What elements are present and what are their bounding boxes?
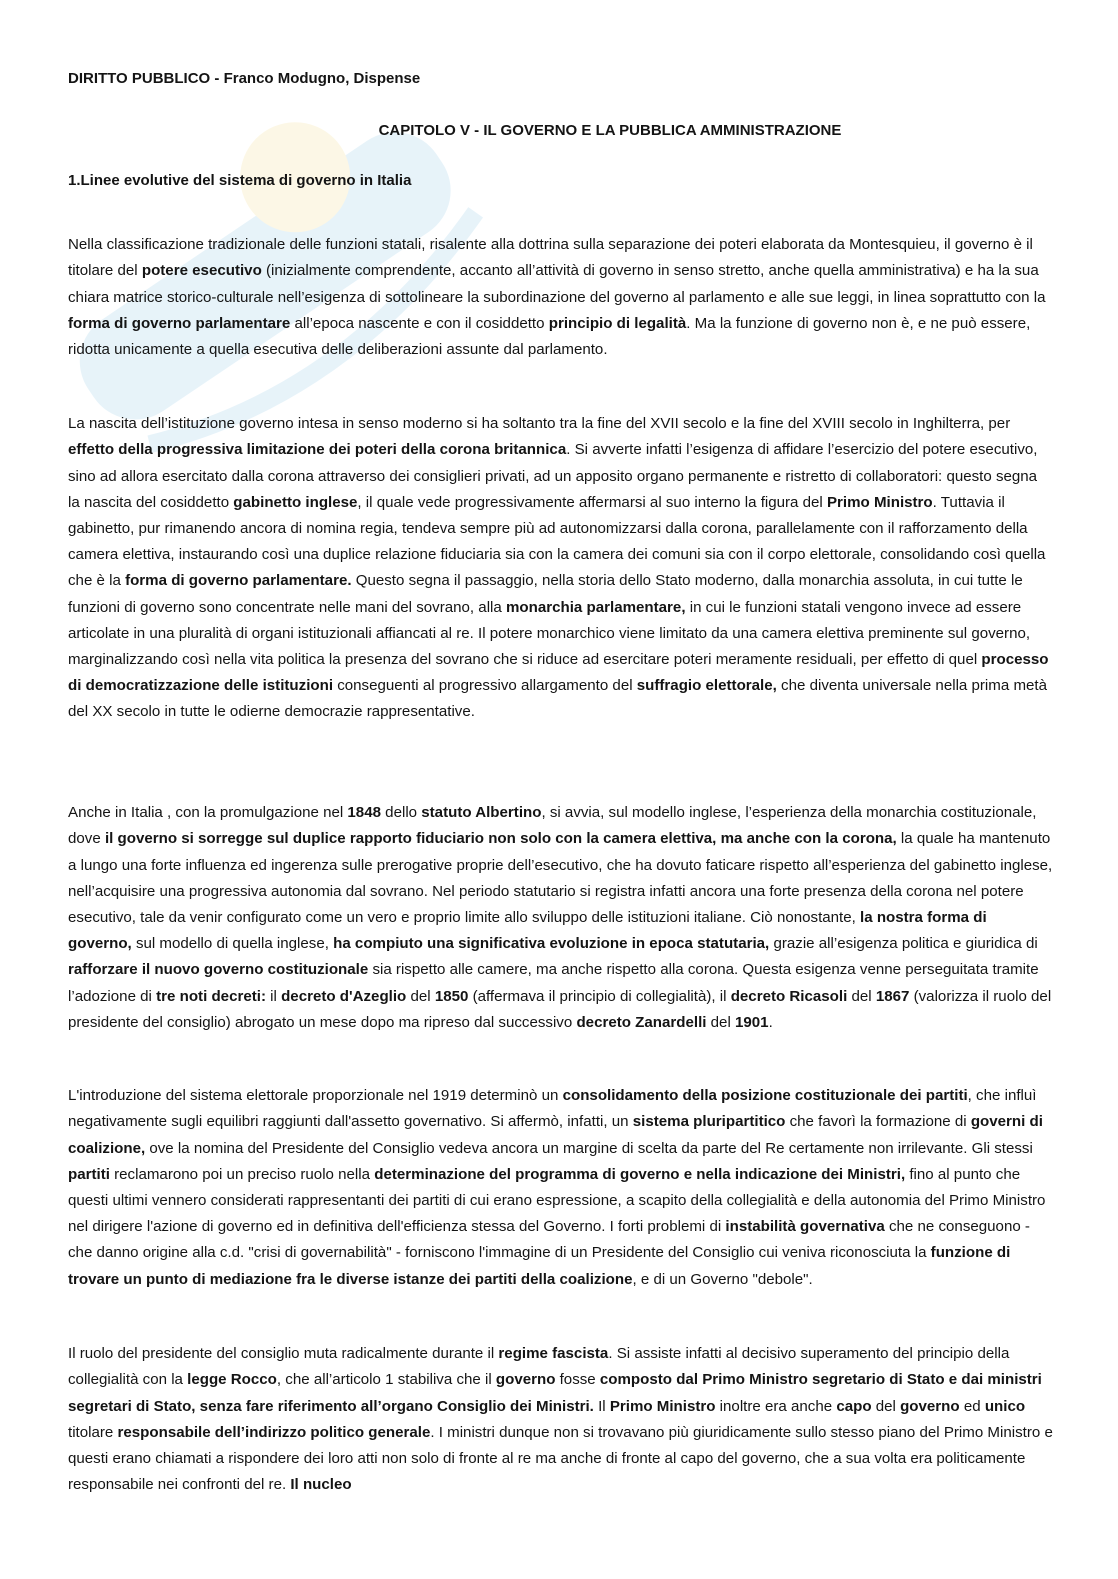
bold-text: 1850: [434, 987, 469, 1005]
paragraph: [68, 1341, 1053, 1498]
section-title: 1.Linee evolutive del sistema di governo in Italia: [68, 172, 412, 189]
text-run: grazie all’esigenza politica e giuridica di: [769, 935, 1038, 953]
text-run: , e di un Governo "debole".: [632, 1270, 813, 1288]
bold-text: 1901: [735, 1013, 769, 1031]
bold-text: Il nucleo: [290, 1476, 352, 1494]
text-run: in cui le funzioni statali vengono invece ad essere articolate in una pluralità di organi istituzionali affiancati al re. Il potere monarchico viene limitato da una camera elettiva preminente sul governo, marginalizzando così nella vita politica la presenza del sovrano che si riduce ad esercitare poteri meramente residuali, per effetto di quel: [68, 598, 1031, 668]
header-title-bold: DIRITTO PUBBLICO: [68, 70, 211, 87]
bold-text: Primo Ministro: [826, 493, 933, 511]
bold-text: composto dal Primo Ministro segretario di Stato e dai ministri segretari di Stato, senza fare riferimento all’organo Consiglio dei Ministri.: [68, 1371, 1042, 1415]
bold-text: statuto Albertino: [421, 804, 542, 822]
text-run: dello: [380, 804, 422, 822]
text-run: conseguenti al progressivo allargamento del: [333, 677, 637, 695]
chapter-title: CAPITOLO V - IL GOVERNO E LA PUBBLICA AMMINISTRAZIONE: [378, 122, 842, 139]
bold-text: Primo Ministro: [609, 1397, 716, 1415]
text-run: , che influì negativamente sugli equilibri raggiunti dall'assetto governativo. Si affermò, infatti, un: [68, 1087, 1037, 1131]
text-run: che ne conseguono - che danno origine alla c.d. "crisi di governabilità" - forniscono l'immagine di un Presidente del Consiglio cui veniva riconosciuta la: [68, 1218, 1030, 1262]
bold-text: 1848: [347, 804, 381, 822]
text-run: (valorizza il ruolo del presidente del consiglio) abrogato un mese dopo ma ripreso dal successivo: [68, 987, 1052, 1031]
text-run: del: [871, 1397, 901, 1415]
bold-text: determinazione del programma di governo e nella indicazione dei Ministri,: [374, 1165, 906, 1183]
bold-text: unico: [984, 1397, 1026, 1415]
bold-text: governo: [495, 1371, 556, 1389]
bold-text: capo: [836, 1397, 872, 1415]
bold-text: governo: [900, 1397, 960, 1415]
bold-text: potere esecutivo: [141, 262, 262, 280]
text-run: sul modello di quella inglese,: [131, 935, 334, 953]
bold-text: sistema pluripartitico: [632, 1113, 786, 1131]
text-run: che favorì la formazione di: [785, 1113, 971, 1131]
text-run: del: [406, 987, 435, 1005]
bold-text: monarchia parlamentare,: [506, 598, 686, 616]
bold-text: il governo si sorregge sul duplice rapporto fiduciario non solo con la camera elettiva, ma anche con la corona,: [104, 830, 897, 848]
bold-text: instabilità governativa: [725, 1218, 885, 1236]
text-run: inoltre era anche: [715, 1397, 837, 1415]
text-run: che diventa universale nella prima metà del XX secolo in tutte le odierne democrazie rappresentative.: [68, 677, 1047, 721]
header-title-rest: - Franco Modugno, Dispense: [210, 70, 421, 87]
bold-text: decreto Zanardelli: [576, 1013, 707, 1031]
bold-text: effetto della progressiva limitazione dei poteri della corona britannica: [68, 441, 567, 459]
text-run: .: [768, 1013, 773, 1031]
text-run: , il quale vede progressivamente affermarsi al suo interno la figura del: [357, 493, 827, 511]
document-header: [68, 70, 420, 87]
text-run: La nascita dell’istituzione governo intesa in senso moderno si ha soltanto tra la fine del XVII secolo e la fine del XVIII secolo in Inghilterra, per: [68, 415, 1011, 433]
text-run: fino al punto che questi ultimi vennero considerati rappresentanti dei partiti di cui erano espressione, a scapito della collegialità e della autonomia del Primo Ministro nel dirigere l'azione di governo ed in definitiva dell'efficienza stessa del Governo. I forti problemi di: [68, 1165, 1046, 1236]
text-run: fosse: [555, 1371, 600, 1389]
text-run: del: [706, 1013, 735, 1031]
bold-text: legge Rocco: [187, 1371, 277, 1389]
text-run: Nella classificazione tradizionale delle funzioni statali, risalente alla dottrina sulla separazione dei poteri elaborata da Montesquieu, il governo è il titolare del: [68, 236, 1033, 280]
text-run: all’epoca nascente e con il cosiddetto: [290, 314, 549, 332]
bold-text: principio di legalità: [548, 314, 687, 332]
bold-text: ha compiuto una significativa evoluzione in epoca statutaria,: [333, 935, 770, 953]
bold-text: governi di coalizione,: [68, 1113, 1043, 1157]
text-run: Il: [593, 1397, 610, 1415]
paragraph: [68, 1083, 1053, 1293]
bold-text: processo di democratizzazione delle istituzioni: [68, 650, 1049, 695]
bold-text: funzione di trovare un punto di mediazione fra le diverse istanze dei partiti della coalizione: [68, 1244, 1011, 1288]
text-run: ed: [959, 1397, 985, 1415]
text-run: . Tuttavia il gabinetto, pur rimanendo ancora di nomina regia, tendeva sempre più ad autonomizzarsi dalla corona, parallelamente con il rafforzamento della camera elettiva, instaurando così una duplice relazione fiduciaria sia con la camera dei comuni sia con il corpo elettorale, consolidando così quella che è la: [68, 493, 1046, 590]
text-run: reclamarono poi un preciso ruolo nella: [109, 1165, 375, 1183]
text-run: Il ruolo del presidente del consiglio muta radicalmente durante il: [68, 1345, 499, 1363]
bold-text: 1867: [875, 987, 910, 1005]
text-run: del: [847, 987, 876, 1005]
bold-text: decreto d'Azeglio: [281, 987, 407, 1005]
bold-text: decreto Ricasoli: [730, 987, 848, 1005]
bold-text: suffragio elettorale,: [636, 677, 777, 695]
bold-text: responsabile dell’indirizzo politico generale: [117, 1423, 431, 1441]
bold-text: rafforzare il nuovo governo costituzionale: [68, 961, 369, 979]
text-run: sia rispetto alle camere, ma anche rispetto alla corona. Questa esigenza venne perseguitata tramite l’adozione di: [68, 961, 1039, 1005]
paragraph: [68, 800, 1053, 1036]
bold-text: forma di governo parlamentare: [68, 314, 291, 332]
paragraph: [68, 232, 1053, 363]
text-run: Questo segna il passaggio, nella storia dello Stato moderno, dalla monarchia assoluta, in cui tutte le funzioni di governo sono concentrate nelle mani del sovrano, alla: [68, 572, 1023, 616]
text-run: il: [265, 987, 282, 1005]
text-run: . I ministri dunque non si trovavano più giuridicamente sullo stesso piano del Primo Ministro e questi erano chiamati a rispondere dei loro atti non solo di fronte al re ma anche di fronte al capo del governo, che a sua volta era politicamente responsabile nei confronti del re.: [68, 1423, 1053, 1494]
bold-text: gabinetto inglese: [233, 493, 358, 511]
text-run: L'introduzione del sistema elettorale proporzionale nel 1919 determinò un: [68, 1087, 563, 1105]
bold-text: regime fascista: [498, 1345, 609, 1363]
bold-text: la nostra forma di governo,: [68, 908, 987, 953]
text-run: titolare: [68, 1423, 118, 1441]
text-run: la quale ha mantenuto a lungo una forte influenza ed ingerenza sulle prerogative proprie dell’esecutivo, che ha dovuto faticare rispetto all’esperienza del gabinetto inglese, nell’acquisire una progressiva autonomia dal sovrano. Nel periodo statutario si registra infatti ancora una forte presenza della corona nel potere esecutivo, tale da venir configurato come un vero e proprio limite allo sviluppo delle istituzioni italiane. Ciò nonostante,: [68, 830, 1053, 926]
text-run: . Si assiste infatti al decisivo superamento del principio della collegialità con la: [68, 1345, 1010, 1389]
paragraph: [68, 411, 1053, 725]
text-run: (affermava il principio di collegialità), il: [468, 987, 731, 1005]
text-run: , si avvia, sul modello inglese, l’esperienza della monarchia costituzionale, dove: [68, 804, 1037, 848]
text-run: Anche in Italia , con la promulgazione nel: [68, 804, 348, 822]
text-run: (inizialmente comprendente, accanto all’attività di governo in senso stretto, anche quella amministrativa) e ha la sua chiara matrice storico-culturale nell’esigenza di sottolineare la subordinazione del governo al parlamento e alle sue leggi, in linea soprattutto con la: [68, 262, 1046, 306]
bold-text: forma di governo parlamentare.: [125, 572, 352, 590]
bold-text: consolidamento della posizione costituzionale dei partiti: [562, 1087, 968, 1105]
text-run: . Si avverte infatti l’esigenza di affidare l’esercizio del potere esecutivo, sino ad allora esercitato dalla corona attraverso dei consiglieri privati, ad un apposito organo permanente e ristretto di collaboratori: questo segna la nascita del cosiddetto: [68, 441, 1038, 511]
bold-text: partiti: [68, 1165, 110, 1183]
text-run: , che all’articolo 1 stabiliva che il: [276, 1371, 496, 1389]
bold-text: tre noti decreti:: [156, 987, 266, 1005]
text-run: . Ma la funzione di governo non è, e ne può essere, ridotta unicamente a quella esecutiva delle deliberazioni assunte dal parlamento.: [68, 314, 1031, 358]
text-run: ove la nomina del Presidente del Consiglio vedeva ancora un margine di scelta da parte del Re certamente non irrilevante. Gli stessi: [145, 1139, 1033, 1157]
